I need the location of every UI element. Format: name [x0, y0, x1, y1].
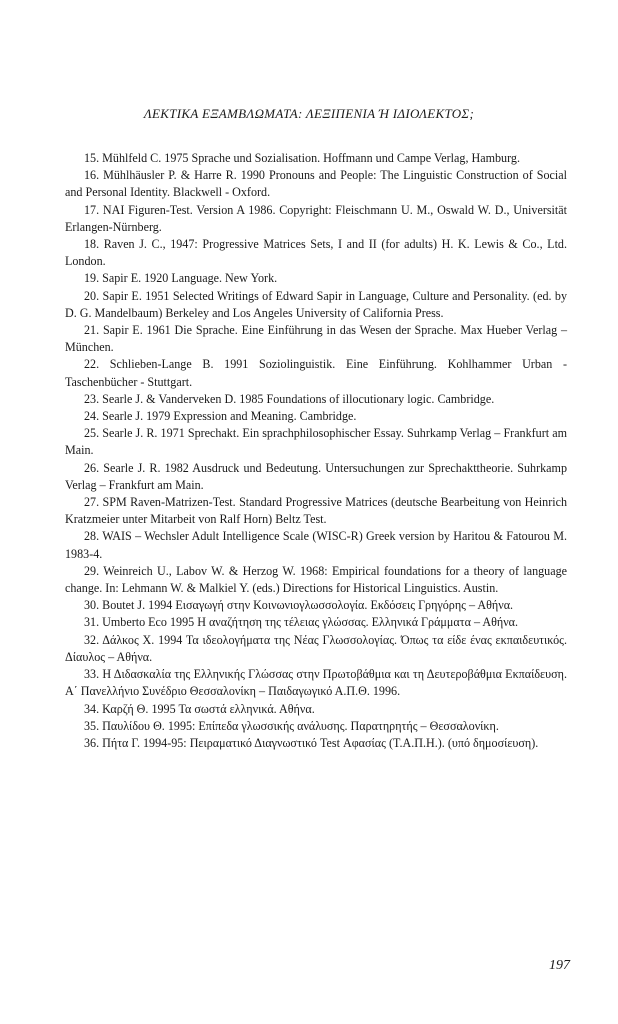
reference-item: 30. Boutet J. 1994 Εισαγωγή στην Κοινωνιογλωσσολογία. Εκδόσεις Γρηγόρης – Αθήνα.: [84, 598, 514, 613]
reference-item: 27. SPM Raven-Matrizen-Test. Standard Progressive Matrices (deutsche Bearbeitung von Heinrich Kratzmeier unter Mitarbeit von Ralf Horn) Beltz Test.: [65, 495, 567, 527]
reference-item: 32. Δάλκος Χ. 1994 Τα ιδεολογήματα της Νέας Γλωσσολογίας. Όπως τα είδε ένας εκπαιδευτικός. Δίαυλος – Αθήνα.: [65, 632, 567, 664]
reference-item: 23. Searle J. & Vanderveken D. 1985 Foundations of illocutionary logic. Cambridge.: [84, 391, 495, 406]
reference-item: 29. Weinreich U., Labov W. & Herzog W. 1968: Empirical foundations for a theory of language change. In: Lehmann W. & Malkiel Y. (eds.) Directions for Historical Linguistics. Austin.: [65, 563, 567, 596]
reference-item: 25. Searle J. R. 1971 Sprechakt. Ein sprachphilosophischer Essay. Suhrkamp Verlag – Frankfurt am Main.: [65, 426, 567, 458]
running-head: ΛΕΚΤΙΚΑ ΕΞΑΜΒΛΩΜΑΤΑ: ΛΕΞΙΠΕΝΙΑ Ή ΙΔΙΟΛΕΚΤΟΣ;: [143, 106, 475, 121]
reference-item: 24. Searle J. 1979 Expression and Meaning. Cambridge.: [84, 409, 357, 424]
reference-item: 31. Umberto Eco 1995 Η αναζήτηση της τέλειας γλώσσας. Ελληνικά Γράμματα – Αθήνα.: [84, 615, 519, 630]
reference-item: 22. Schlieben-Lange B. 1991 Soziolinguistik. Eine Einführung. Kohlhammer Urban - Taschenbücher - Stuttgart.: [65, 357, 567, 389]
reference-item: 35. Παυλίδου Θ. 1995: Επίπεδα γλωσσικής ανάλυσης. Παρατηρητής – Θεσσαλονίκη.: [84, 718, 499, 733]
reference-item: 28. WAIS – Wechsler Adult Intelligence Scale (WISC-R) Greek version by Haritou & Fatourou M. 1983-4.: [65, 529, 567, 561]
reference-item: 15. Mühlfeld C. 1975 Sprache und Sozialisation. Hoffmann und Campe Verlag, Hamburg.: [84, 151, 520, 165]
reference-item: 16. Mühlhäusler P. & Harre R. 1990 Pronouns and People: The Linguistic Construction of Social and Personal Identity. Blackwell - Oxford.: [65, 168, 567, 200]
reference-item: 20. Sapir E. 1951 Selected Writings of Edward Sapir in Language, Culture and Personality. (ed. by D. G. Mandelbaum) Berkeley and Los Angeles University of California Press.: [65, 288, 567, 320]
reference-item: 18. Raven J. C., 1947: Progressive Matrices Sets, I and II (for adults) H. K. Lewis & Co., Ltd. London.: [65, 237, 567, 269]
reference-item: 17. NAI Figuren-Test. Version A 1986. Copyright: Fleischmann U. M., Oswald W. D., Universität Erlangen-Nürnberg.: [65, 202, 567, 234]
reference-item: 36. Πήτα Γ. 1994-95: Πειραματικό Διαγνωστικό Test Αφασίας (Τ.Α.Π.Η.). (υπό δημοσίευση).: [84, 735, 539, 750]
page-number: 197: [549, 958, 570, 973]
reference-item: 34. Καρζή Θ. 1995 Τα σωστά ελληνικά. Αθήνα.: [84, 701, 315, 716]
reference-item: 26. Searle J. R. 1982 Ausdruck und Bedeutung. Untersuchungen zur Sprechakttheorie. Suhrkamp Verlag – Frankfurt am Main.: [65, 460, 567, 492]
reference-item: 21. Sapir E. 1961 Die Sprache. Eine Einführung in das Wesen der Sprache. Max Hueber Verlag – München.: [65, 323, 567, 355]
reference-item: 33. Η Διδασκαλία της Ελληνικής Γλώσσας στην Πρωτοβάθμια και τη Δευτεροβάθμια Εκπαίδευση. Α΄ Πανελλήνιο Συνέδριο Θεσσαλονίκη – Παιδαγωγικό Α.Π.Θ. 1996.: [65, 667, 567, 699]
reference-item: 19. Sapir E. 1920 Language. New York.: [84, 271, 278, 286]
reference-list: [65, 150, 567, 752]
